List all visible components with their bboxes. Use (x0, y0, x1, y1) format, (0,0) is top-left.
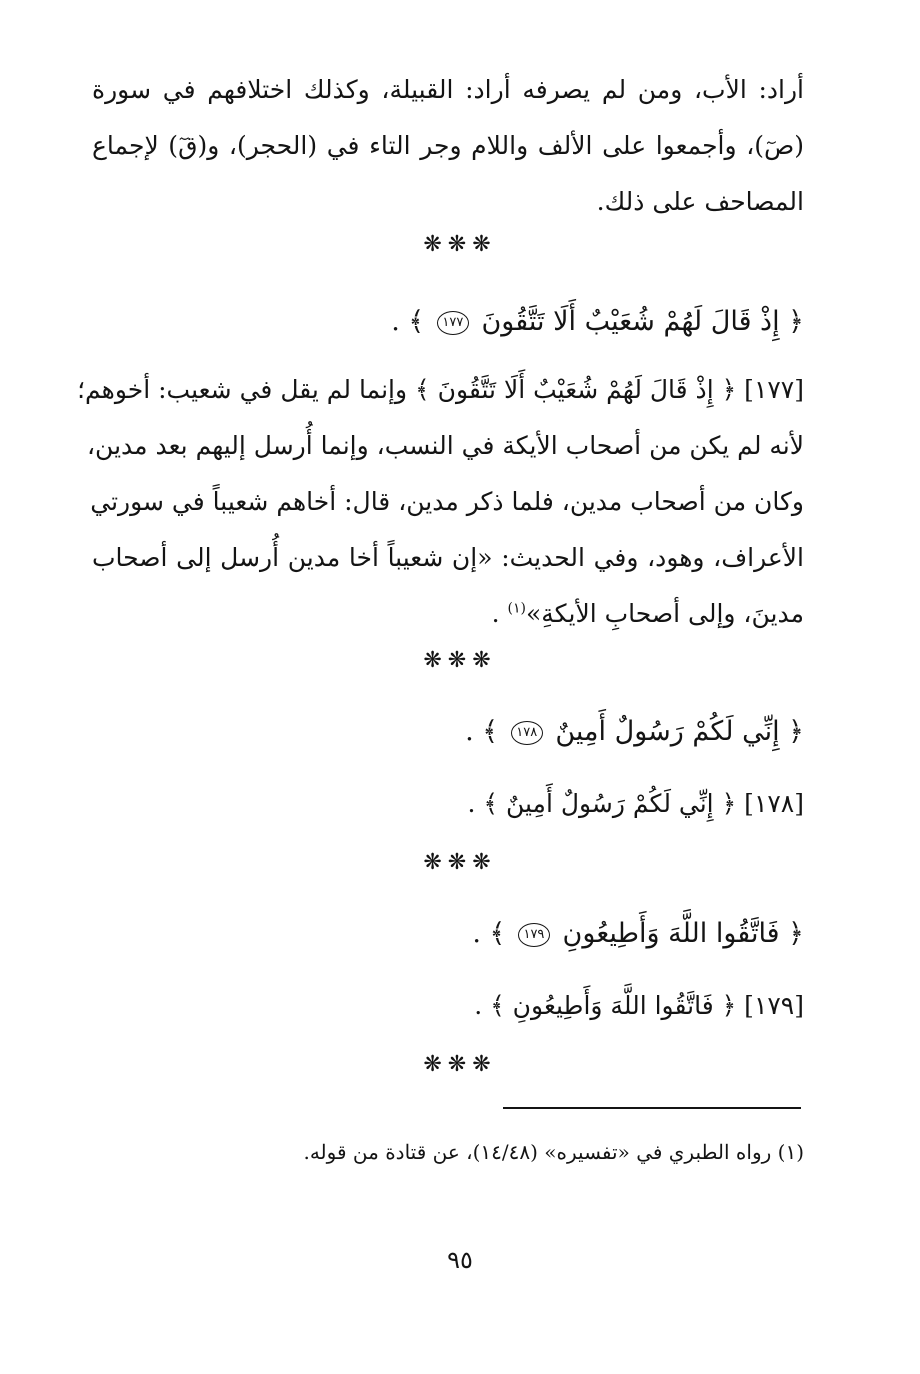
quran-verse-178 (465, 712, 804, 752)
section-separator: ❋❋❋ (423, 648, 497, 673)
commentary-179: [١٧٩] ﴿ فَاتَّقُوا اللَّهَ وَأَطِيعُونِ ﴾ . (474, 991, 804, 1020)
quran-verse-177 (391, 302, 804, 342)
verse-text: ﴿ إِذْ قَالَ لَهُمْ شُعَيْبٌ أَلَا تَتَّقُونَ (481, 306, 804, 337)
verse-close: ﴾ . (472, 918, 506, 949)
verse-text: ﴿ فَاتَّقُوا اللَّهَ وَأَطِيعُونِ (562, 918, 804, 949)
section-separator: ❋❋❋ (423, 850, 497, 875)
paragraph-commentary-intro (92, 62, 804, 230)
verse-close: ﴾ . (391, 306, 425, 337)
ayah-number-marker: ١٧٧ (437, 311, 469, 335)
paragraph-line-text: مدينَ، وإلى أصحابِ الأيكةِ» (525, 599, 804, 628)
verse-text: ﴿ إِنِّي لَكُمْ رَسُولٌ أَمِينٌ (555, 716, 804, 747)
section-separator: ❋❋❋ (423, 232, 497, 257)
paragraph-line: وكان من أصحاب مدين، فلما ذكر مدين، قال: أخاهم شعيباً في سورتي (90, 487, 804, 516)
quran-verse-179 (472, 914, 804, 954)
paragraph-line: (صٓ)، وأجمعوا على الألف واللام وجر التاء في (الحجر)، و(قٓ) لإجماع (92, 131, 804, 160)
section-separator: ❋❋❋ (423, 1052, 497, 1077)
ayah-number-marker: ١٧٨ (511, 721, 543, 745)
paragraph-line: المصاحف على ذلك. (596, 187, 804, 216)
footnote-divider (503, 1107, 801, 1109)
paragraph-line: لأنه لم يكن من أصحاب الأيكة في النسب، وإنما أُرسل إليهم بعد مدين، (86, 431, 804, 460)
paragraph-line: أراد: الأب، ومن لم يصرفه أراد: القبيلة، وكذلك اختلافهم في سورة (92, 75, 804, 104)
page-number: ٩٥ (447, 1246, 473, 1274)
commentary-178: [١٧٨] ﴿ إِنِّي لَكُمْ رَسُولٌ أَمِينٌ ﴾ . (467, 789, 804, 818)
ayah-number-marker: ١٧٩ (518, 923, 550, 947)
verse-close: ﴾ . (465, 716, 499, 747)
paragraph-commentary-177 (77, 362, 804, 642)
paragraph-line-tail: . (491, 599, 508, 628)
footnote: (١) رواه الطبري في «تفسيره» (١٤/٤٨)، عن قتادة من قوله. (303, 1140, 804, 1164)
footnote-reference: (١) (507, 600, 526, 617)
paragraph-line-last (92, 586, 804, 642)
paragraph-line: الأعراف، وهود، وفي الحديث: «إن شعيباً أخا مدين أُرسل إلى أصحاب (92, 543, 804, 572)
paragraph-line: [١٧٧] ﴿ إِذْ قَالَ لَهُمْ شُعَيْبٌ أَلَا تَتَّقُونَ ﴾ وإنما لم يقل في شعيب: أخوهم؛ (77, 375, 804, 404)
